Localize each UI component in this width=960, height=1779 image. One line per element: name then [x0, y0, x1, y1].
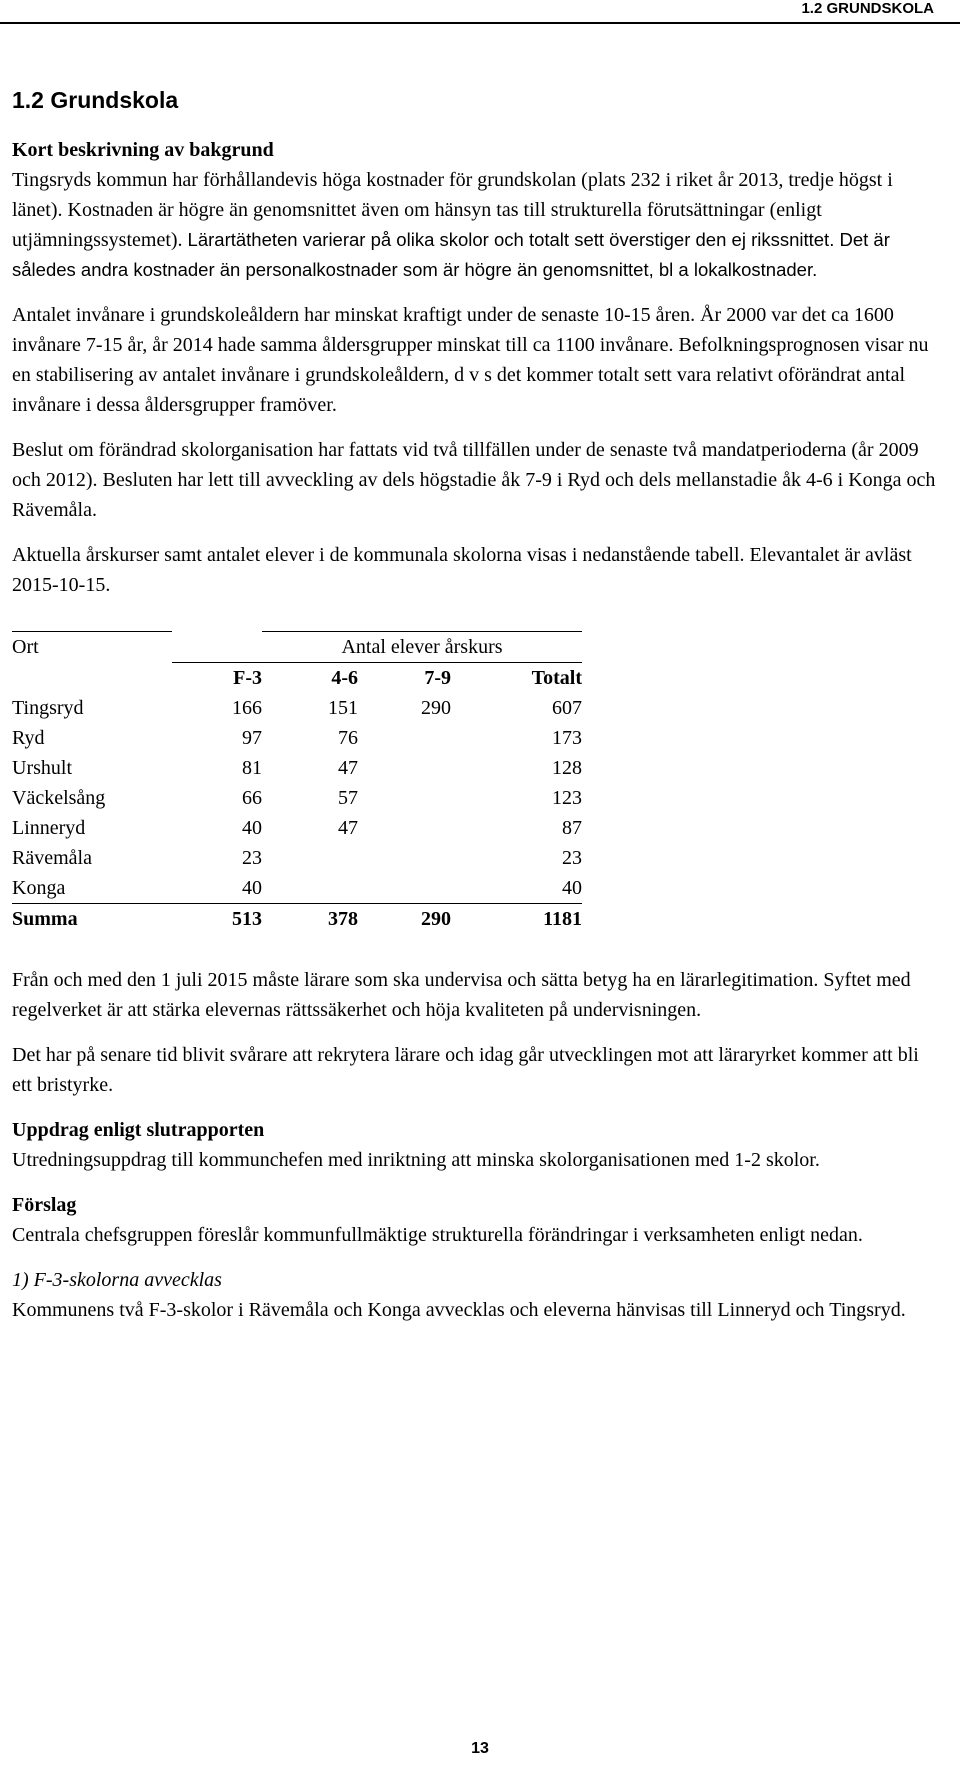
- f3-cell: 81: [242, 757, 262, 779]
- ort-cell: Urshult: [12, 757, 72, 779]
- g79-cell: [358, 723, 451, 753]
- background-paragraph-1: [12, 165, 937, 285]
- sum-totalt: 1181: [451, 904, 582, 935]
- uppdrag-heading: Uppdrag enligt slutrapporten: [12, 1119, 265, 1141]
- uppdrag-text: Utredningsuppdrag till kommunchefen med inriktning att minska skolorganisationen med 1-2 skolor.: [12, 1149, 820, 1171]
- table-row: [12, 693, 582, 723]
- background-paragraph-1-sans: Lärartätheten varierar på olika skolor och totalt sett överstiger den ej rikssnittet. Det är således andra kostnader än personalkostnader som är högre än genomsnittet, bl a lokalkostnader.: [12, 229, 890, 280]
- g79-cell: [358, 873, 451, 904]
- g46-cell: 57: [338, 787, 358, 809]
- g46-cell: 151: [328, 697, 358, 719]
- page-number: 13: [471, 1740, 489, 1757]
- table-row: [12, 873, 582, 904]
- ort-cell: Ryd: [12, 727, 45, 749]
- table-header-row: [12, 632, 582, 663]
- sum-f3: 513: [172, 904, 262, 935]
- after-table-paragraph-2: Det har på senare tid blivit svårare att rekrytera lärare och idag går utvecklingen mot att läraryrket kommer att bli ett bristyrke.: [12, 1044, 919, 1096]
- forslag-text: Centrala chefsgruppen föreslår kommunfullmäktige strukturella förändringar i verksamheten enligt nedan.: [12, 1224, 863, 1246]
- column-header: F-3: [172, 663, 262, 694]
- sum-g79: 290: [358, 904, 451, 935]
- f3-cell: 40: [242, 817, 262, 839]
- group-header: Antal elever årskurs: [262, 632, 582, 663]
- ort-cell: Väckelsång: [12, 787, 106, 809]
- header-rule: [0, 22, 960, 24]
- g46-cell: 76: [338, 727, 358, 749]
- totalt-cell: 40: [562, 877, 582, 899]
- g79-cell: [358, 813, 451, 843]
- ort-cell: Rävemåla: [12, 847, 92, 869]
- background-paragraph-3: Beslut om förändrad skolorganisation har fattats vid två tillfällen under de senaste två mandatperioderna (år 2009 och 2012). Besluten har lett till avveckling av dels högstadie åk 7-9 i Ryd och dels mellanstadie åk 4-6 i Konga och Rävemåla.: [12, 439, 936, 521]
- table-row: [12, 813, 582, 843]
- totalt-cell: 87: [562, 817, 582, 839]
- totalt-cell: 607: [552, 697, 582, 719]
- background-paragraph-4: Aktuella årskurser samt antalet elever i de kommunala skolorna visas i nedanstående tabell. Elevantalet är avläst 2015-10-15.: [12, 544, 912, 596]
- background-paragraph-2: Antalet invånare i grundskoleåldern har minskat kraftigt under de senaste 10-15 åren. År 2000 var det ca 1600 invånare 7-15 år, år 2014 hade samma åldersgrupper minskat till ca 1100 invånare. Befolkningsprognosen visar nu en stabilisering av antalet invånare i grundskoleåldern, d v s det kommer totalt sett vara relativt oförändrat antal invånare i dessa åldersgrupper framöver.: [12, 304, 929, 416]
- after-table-paragraph-1: Från och med den 1 juli 2015 måste lärare som ska undervisa och sätta betyg ha en lärarlegitimation. Syftet med regelverket är att stärka elevernas rättssäkerhet och höja kvaliteten på undervisningen.: [12, 969, 911, 1021]
- table-row: [12, 843, 582, 873]
- ort-cell: Linneryd: [12, 817, 86, 839]
- g79-cell: [358, 843, 451, 873]
- column-header: 7-9: [358, 663, 451, 694]
- table-row: [12, 723, 582, 753]
- ort-header: Ort: [12, 632, 172, 663]
- g79-cell: [358, 783, 451, 813]
- totalt-cell: 173: [552, 727, 582, 749]
- f3-cell: 66: [242, 787, 262, 809]
- g46-cell: [262, 843, 358, 873]
- f3-cell: 23: [242, 847, 262, 869]
- f3-cell: 40: [242, 877, 262, 899]
- g46-cell: 47: [338, 817, 358, 839]
- table-row: [12, 753, 582, 783]
- sum-g46: 378: [262, 904, 358, 935]
- g46-cell: 47: [338, 757, 358, 779]
- item1-text: Kommunens två F-3-skolor i Rävemåla och Konga avvecklas och eleverna hänvisas till Linneryd och Tingsryd.: [12, 1299, 906, 1321]
- background-heading: Kort beskrivning av bakgrund: [12, 139, 274, 161]
- ort-cell: Tingsryd: [12, 697, 84, 719]
- ort-cell: Konga: [12, 877, 66, 899]
- column-header: Totalt: [451, 663, 582, 694]
- table-row: [12, 783, 582, 813]
- totalt-cell: 23: [562, 847, 582, 869]
- item1-heading: 1) F-3-skolorna avvecklas: [12, 1269, 222, 1291]
- sum-label: Summa: [12, 904, 172, 935]
- g79-cell: [358, 753, 451, 783]
- g46-cell: [262, 873, 358, 904]
- background-paragraph-1-serif: Tingsryds kommun har förhållandevis höga kostnader för grundskolan (plats 232 i riket år 2013, tredje högst i länet). Kostnaden är högre än genomsnittet även om hänsyn tas till strukturella förutsättningar (enligt utjämningssystemet).: [12, 169, 893, 251]
- f3-cell: 97: [242, 727, 262, 749]
- totalt-cell: 123: [552, 787, 582, 809]
- student-count-table: [12, 631, 582, 934]
- running-header: 1.2 GRUNDSKOLA: [801, 0, 934, 17]
- section-title: 1.2 Grundskola: [12, 87, 179, 113]
- totalt-cell: 128: [552, 757, 582, 779]
- table-subheader-row: [12, 663, 582, 694]
- table-sum-row: [12, 904, 582, 935]
- f3-cell: 166: [232, 697, 262, 719]
- forslag-heading: Förslag: [12, 1194, 77, 1216]
- g79-cell: 290: [421, 697, 451, 719]
- column-header: 4-6: [262, 663, 358, 694]
